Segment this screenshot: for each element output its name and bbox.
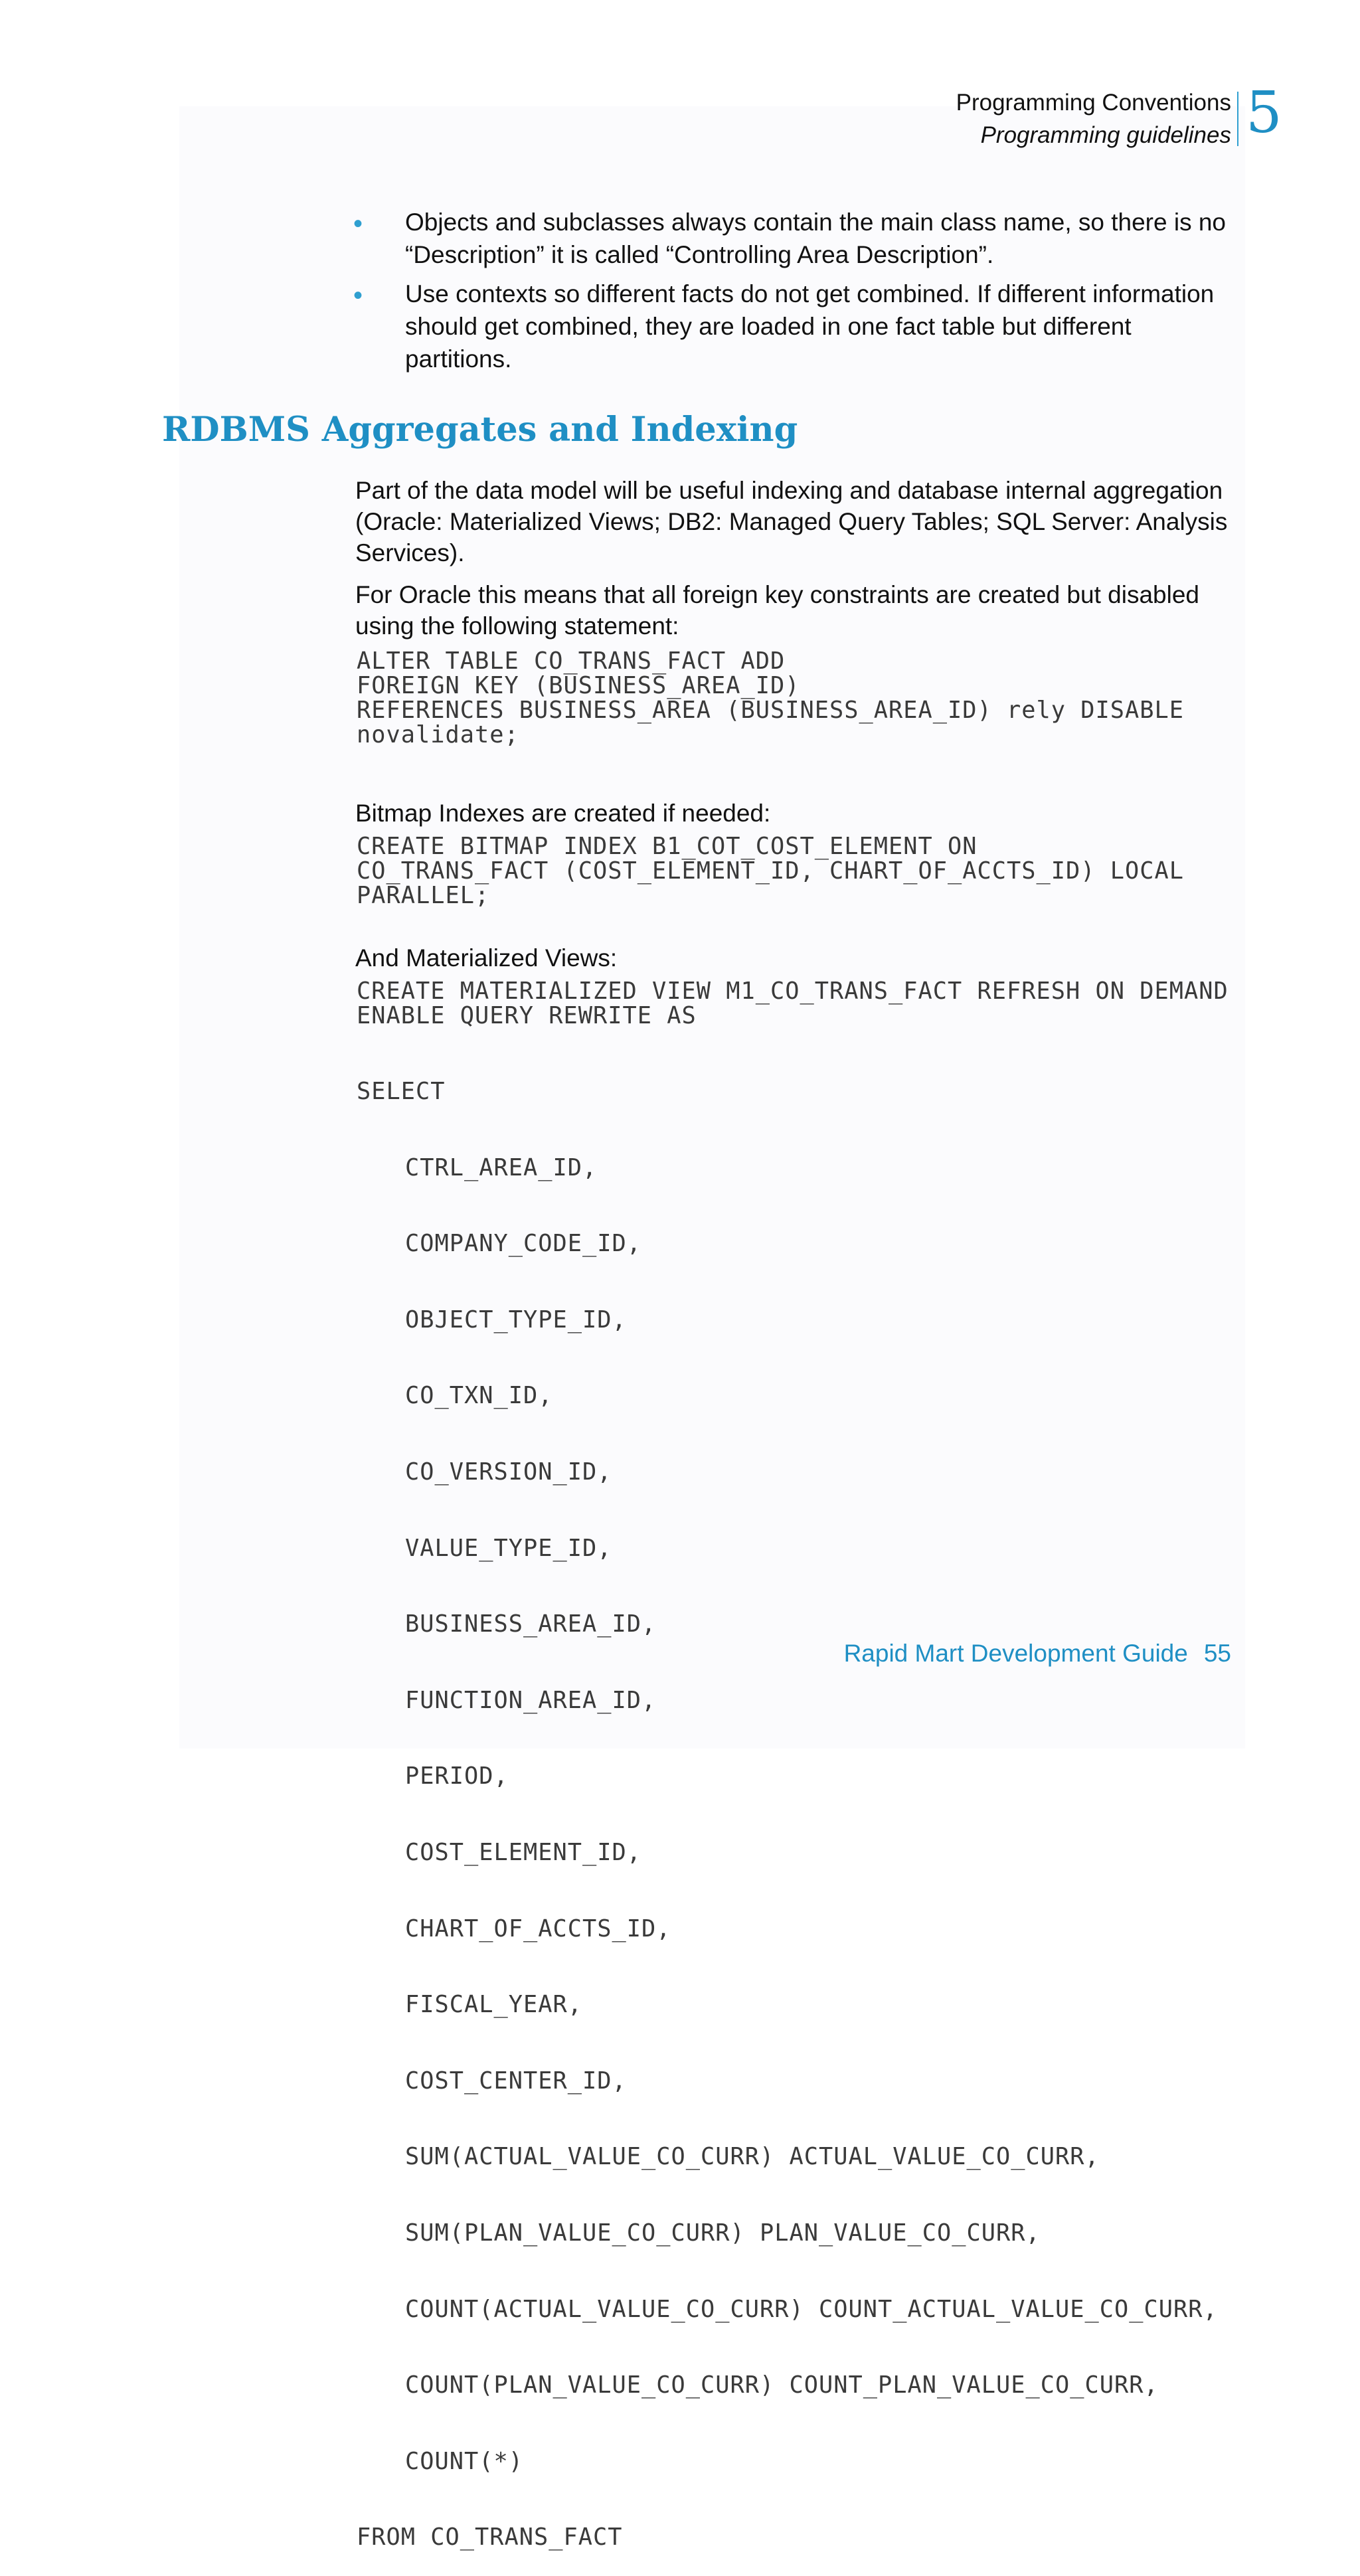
code-column-line: PERIOD, bbox=[405, 1762, 509, 1790]
code-column-line: SUM(PLAN_VALUE_CO_CURR) PLAN_VALUE_CO_CURR, bbox=[405, 2219, 1041, 2247]
running-header bbox=[956, 86, 1231, 151]
code-mv-select-block bbox=[357, 1029, 1218, 2576]
code-from-line: FROM CO_TRANS_FACT bbox=[357, 2524, 623, 2551]
header-divider bbox=[1237, 92, 1238, 146]
code-alter-table: ALTER TABLE CO_TRANS_FACT ADD FOREIGN KEY (BUSINESS_AREA_ID) REFERENCES BUSINESS_AREA (BUSINESS_AREA_ID) rely DISABLE novalidate; bbox=[357, 647, 1185, 748]
code-bitmap-index: CREATE BITMAP INDEX B1_COT_COST_ELEMENT ON CO_TRANS_FACT (COST_ELEMENT_ID, CHART_OF_ACCTS_ID) LOCAL PARALLEL; bbox=[357, 833, 1185, 909]
code-column-line: FUNCTION_AREA_ID, bbox=[405, 1686, 657, 1714]
chapter-title: Programming Conventions bbox=[956, 90, 1231, 116]
code-column-line: COUNT(PLAN_VALUE_CO_CURR) COUNT_PLAN_VALUE_CO_CURR, bbox=[405, 2371, 1159, 2399]
bullet-list bbox=[353, 206, 1230, 382]
code-column-line: COST_CENTER_ID, bbox=[405, 2067, 627, 2095]
code-column-line: VALUE_TYPE_ID, bbox=[405, 1534, 612, 1562]
paragraph-materialized: And Materialized Views: bbox=[355, 944, 618, 972]
code-mv-header: CREATE MATERIALIZED VIEW M1_CO_TRANS_FACT REFRESH ON DEMAND ENABLE QUERY REWRITE AS bbox=[357, 978, 1229, 1029]
paragraph-intro: Part of the data model will be useful indexing and database internal aggregation (Oracle: Materialized Views; DB2: Managed Query Tables; SQL Server: Analysis Services). bbox=[355, 477, 1228, 566]
bullet-icon: • bbox=[353, 209, 363, 238]
bullet-icon: • bbox=[353, 281, 363, 310]
guide-title: Rapid Mart Development Guide bbox=[843, 1640, 1188, 1667]
bullet-item bbox=[353, 278, 1230, 375]
code-column-line: OBJECT_TYPE_ID, bbox=[405, 1306, 627, 1333]
section-subtitle: Programming guidelines bbox=[980, 122, 1231, 148]
bullet-text: Use contexts so different facts do not get combined. If different information should get combined, they are loaded in one fact table but different partitions. bbox=[405, 280, 1215, 373]
code-column-line: COST_ELEMENT_ID, bbox=[405, 1838, 642, 1866]
section-heading: RDBMS Aggregates and Indexing bbox=[162, 410, 798, 450]
code-column-line: COUNT(*) bbox=[405, 2447, 524, 2475]
bullet-item bbox=[353, 206, 1230, 271]
code-select-line: SELECT bbox=[357, 1078, 446, 1105]
code-column-line: COUNT(ACTUAL_VALUE_CO_CURR) COUNT_ACTUAL_VALUE_CO_CURR, bbox=[405, 2295, 1218, 2323]
bullet-text: Objects and subclasses always contain the main class name, so there is no “Description” it is called “Controlling Area Description”. bbox=[405, 209, 1227, 268]
paragraph-bitmap: Bitmap Indexes are created if needed: bbox=[355, 800, 771, 827]
code-column-line: SUM(ACTUAL_VALUE_CO_CURR) ACTUAL_VALUE_CO_CURR, bbox=[405, 2143, 1100, 2171]
code-column-line: CTRL_AREA_ID, bbox=[405, 1154, 598, 1181]
paragraph-oracle: For Oracle this means that all foreign key constraints are created but disabled using the following statement: bbox=[355, 581, 1199, 640]
running-footer bbox=[844, 1637, 1231, 1670]
page-number: 55 bbox=[1203, 1640, 1231, 1667]
code-column-line: CO_VERSION_ID, bbox=[405, 1458, 612, 1486]
chapter-number: 5 bbox=[1246, 80, 1282, 146]
code-column-line: BUSINESS_AREA_ID, bbox=[405, 1610, 657, 1638]
code-column-line: CHART_OF_ACCTS_ID, bbox=[405, 1915, 671, 1942]
code-column-line: FISCAL_YEAR, bbox=[405, 1991, 583, 2019]
code-column-line: COMPANY_CODE_ID, bbox=[405, 1230, 642, 1258]
code-column-line: CO_TXN_ID, bbox=[405, 1382, 553, 1410]
